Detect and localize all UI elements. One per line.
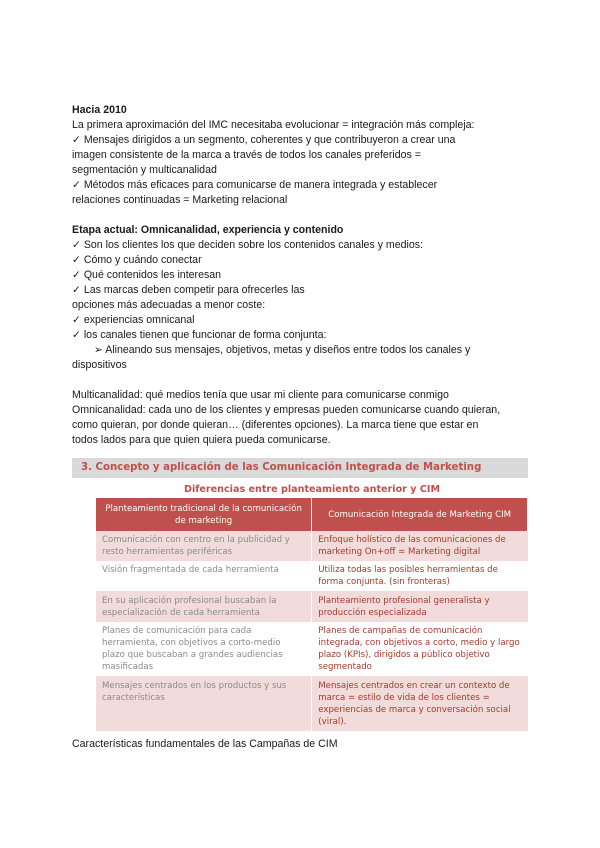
definition-omnicanalidad: Omnicanalidad: cada uno de los clientes y empresas pueden comunicarse cuando quieran, [72, 404, 501, 416]
check-item: ✓ Métodos más eficaces para comunicarse de manera integrada y establecer [72, 179, 438, 191]
comparison-table [96, 498, 528, 731]
table-cell-cim: Enfoque holístico de las comunicaciones de marketing On+off = Marketing digital [312, 531, 528, 561]
table-row [96, 531, 528, 561]
heading-etapa-actual: Etapa actual: Omnicanalidad, experiencia y contenido [72, 224, 344, 236]
table-cell-cim: Utiliza todas las posibles herramientas de forma conjunta. (sin fronteras) [312, 561, 528, 592]
table-row [96, 677, 528, 732]
paragraph-line: todos lados para que quien quiera pueda comunicarse. [72, 434, 331, 446]
document-body [72, 103, 532, 448]
definition-multicanalidad: Multicanalidad: qué medios tenía que usar mi cliente para comunicarse conmigo [72, 389, 449, 401]
paragraph-line: dispositivos [72, 359, 127, 371]
heading-hacia-2010: Hacia 2010 [72, 104, 127, 116]
check-item: ✓ Las marcas deben competir para ofrecerles las [72, 284, 305, 296]
table-row [96, 622, 528, 677]
paragraph-line: como quieran, por donde quieran… (diferentes opciones). La marca tiene que estar en [72, 419, 479, 431]
paragraph-line: imagen consistente de la marca a través de todos los canales preferidos = [72, 149, 421, 161]
paragraph-line: opciones más adecuadas a menor coste: [72, 299, 266, 311]
caption-text: Características fundamentales de las Campañas de CIM [72, 738, 338, 750]
table-header-cim: Comunicación Integrada de Marketing CIM [312, 498, 528, 531]
table-cell-traditional: Mensajes centrados en los productos y sus características [96, 677, 312, 732]
table-row [96, 561, 528, 592]
table-title: Diferencias entre planteamiento anterior y CIM [184, 484, 440, 495]
table-header-traditional: Planteamiento tradicional de la comunicación de marketing [96, 498, 312, 531]
check-item: ✓ Son los clientes los que deciden sobre los contenidos canales y medios: [72, 239, 424, 251]
table-cell-traditional: Visión fragmentada de cada herramienta [96, 561, 312, 592]
table-cell-traditional: Comunicación con centro en la publicidad y resto herramientas periféricas [96, 531, 312, 561]
check-item: ✓ Qué contenidos les interesan [72, 269, 222, 281]
check-item: ✓ los canales tienen que funcionar de forma conjunta: [72, 329, 327, 341]
paragraph-line: segmentación y multicanalidad [72, 164, 217, 176]
table-cell-cim: Planes de campañas de comunicación integrada, con objetivos a corto, medio y largo plazo (KPIs), dirigidos a público objetivo segmentado [312, 622, 528, 677]
check-item: ✓ experiencias omnicanal [72, 314, 195, 326]
table-cell-cim: Mensajes centrados en crear un contexto de marca = estilo de vida de los clientes = experiencias de marca y conversación social (viral). [312, 677, 528, 732]
table-cell-traditional: En su aplicación profesional buscaban la especialización de cada herramienta [96, 592, 312, 623]
table-cell-cim: Planteamiento profesional generalista y producción especializada [312, 592, 528, 623]
check-item: ✓ Mensajes dirigidos a un segmento, coherentes y que contribuyeron a crear una [72, 134, 456, 146]
table-cell-traditional: Planes de comunicación para cada herramienta, con objetivos a corto-medio plazo que buscaban a grandes audiencias masificadas [96, 622, 312, 677]
paragraph-line: relaciones continuadas = Marketing relacional [72, 194, 288, 206]
table-row [96, 592, 528, 623]
paragraph-line: La primera aproximación del IMC necesitaba evolucionar = integración más compleja: [72, 119, 475, 131]
arrow-item: ➢ Alineando sus mensajes, objetivos, metas y diseños entre todos los canales y [94, 344, 471, 356]
check-item: ✓ Cómo y cuándo conectar [72, 254, 202, 266]
section-heading-bar: 3. Concepto y aplicación de las Comunicación Integrada de Marketing [72, 458, 528, 478]
